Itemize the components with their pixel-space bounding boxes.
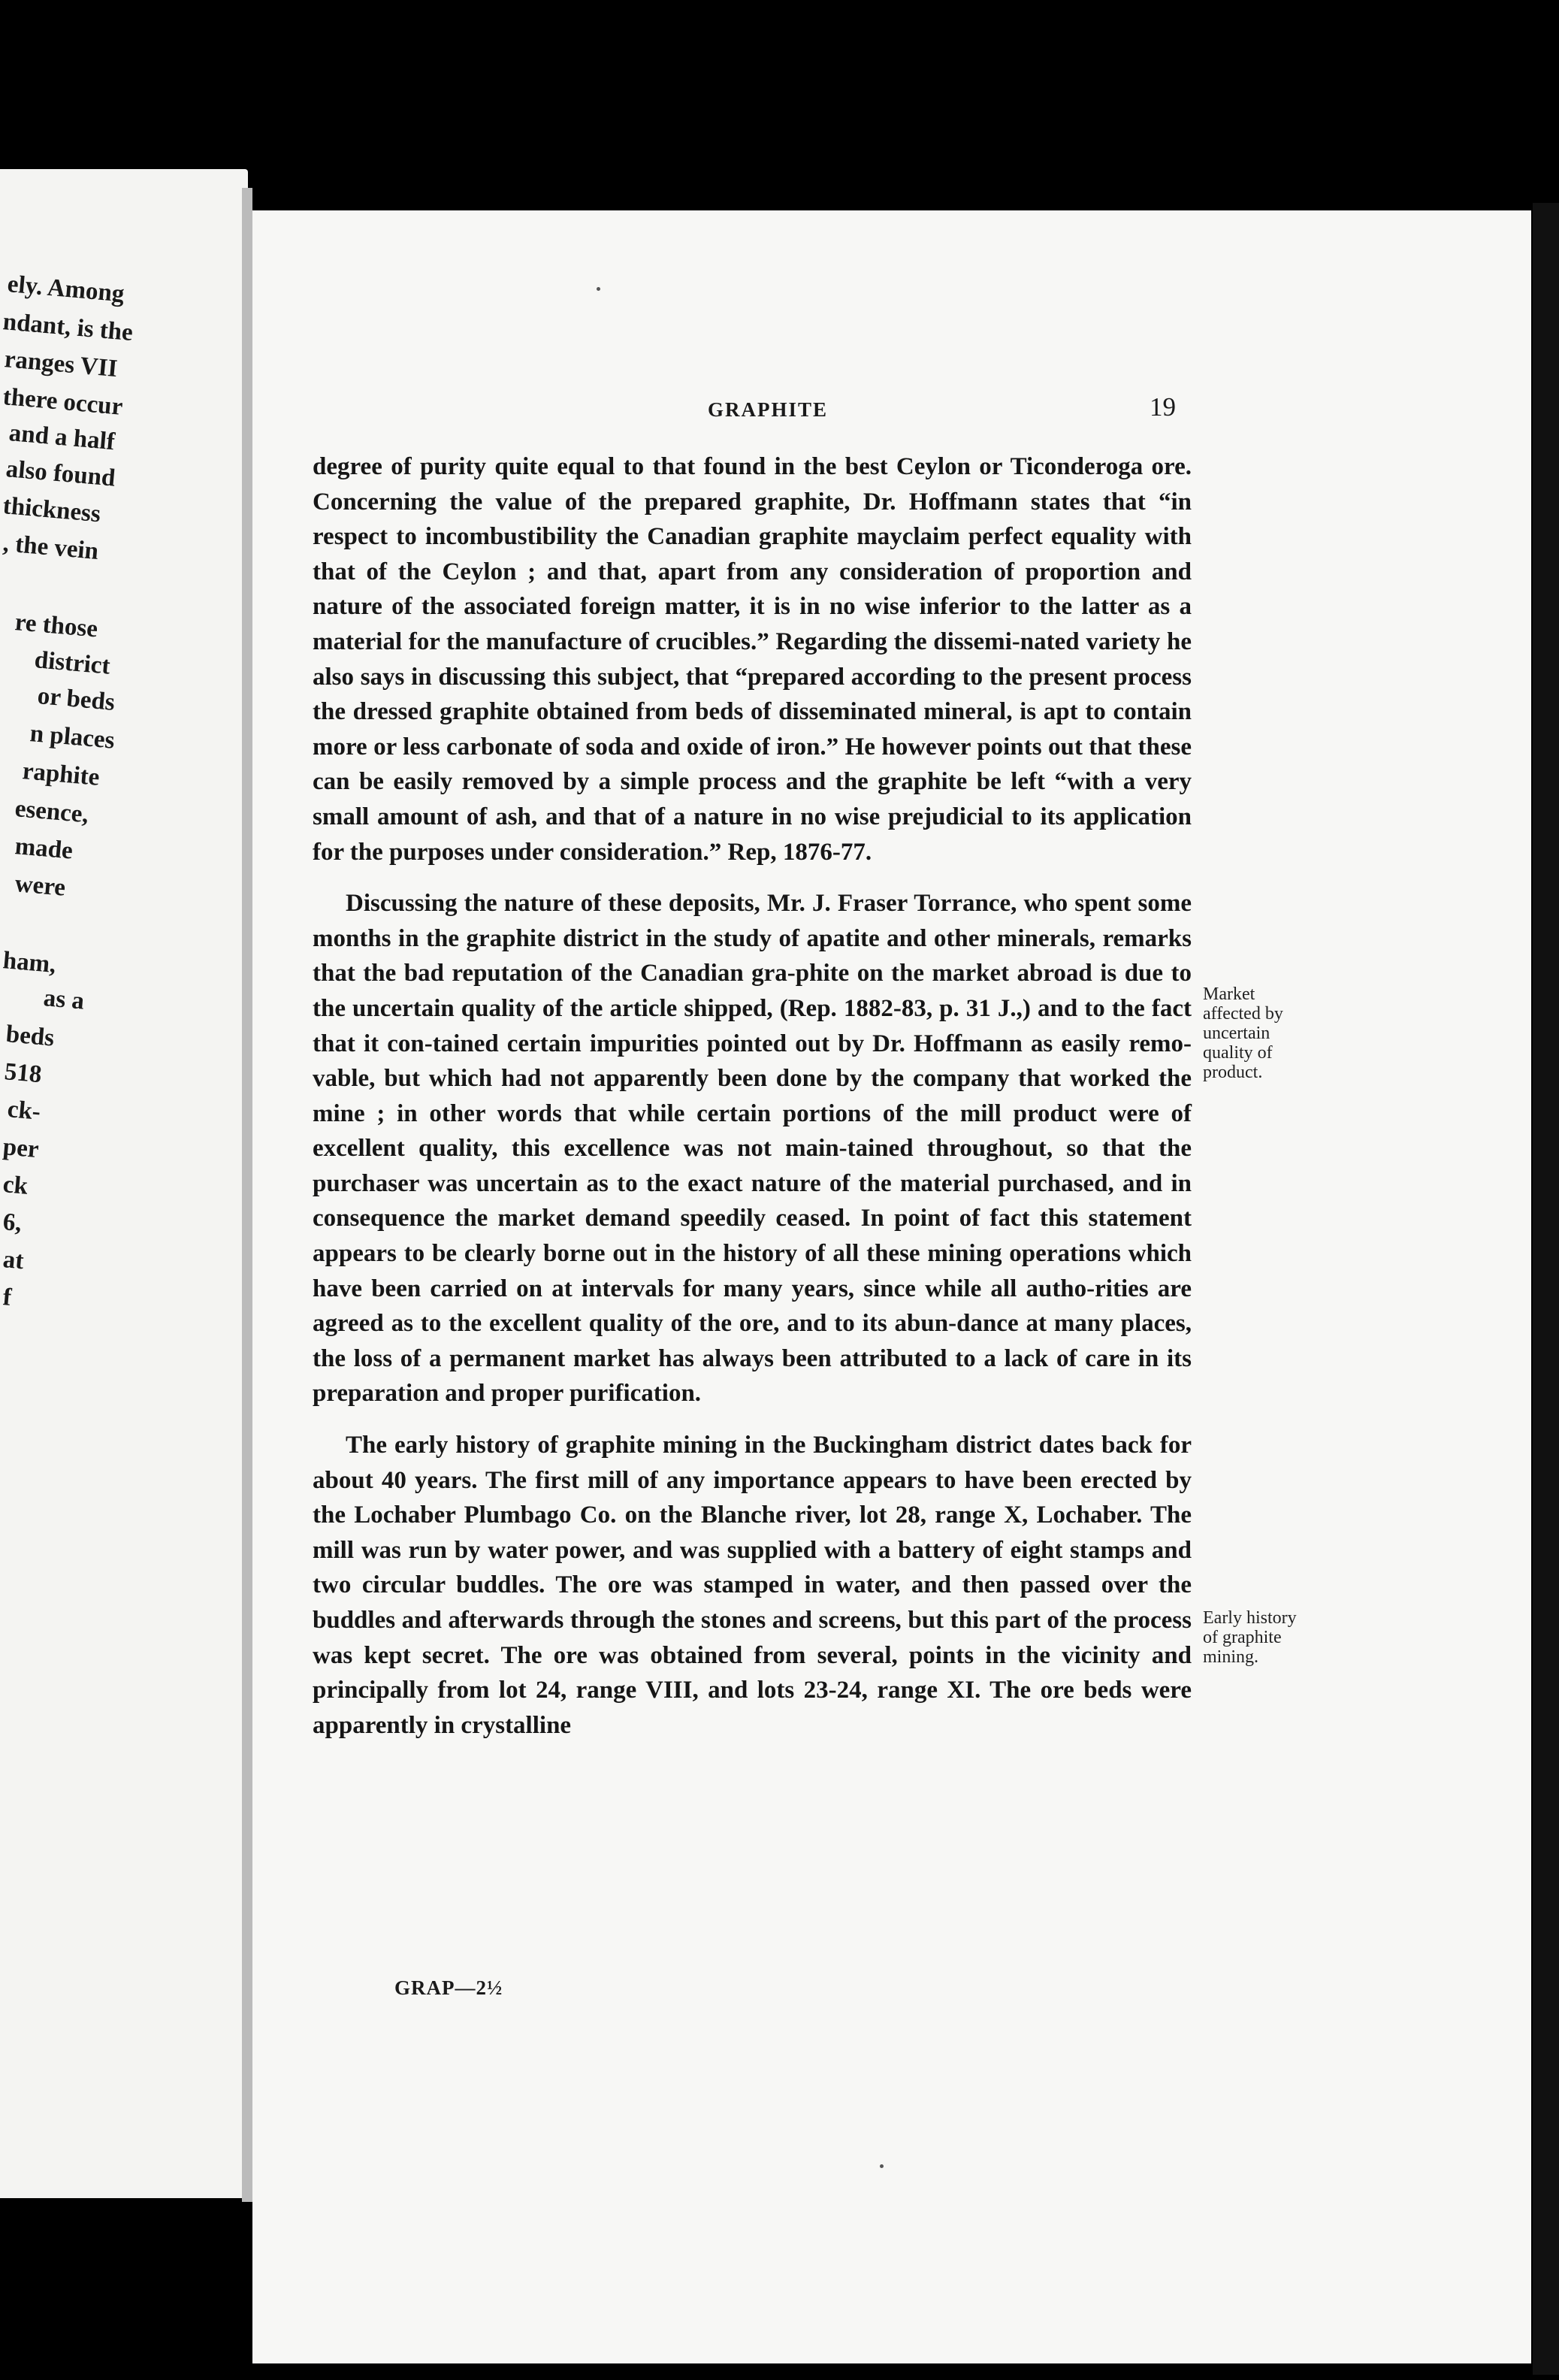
left-page-line: thickness [2, 492, 102, 528]
sidenote-line: Market [1203, 984, 1255, 1004]
left-page-line: ham, [2, 947, 57, 979]
left-page-line: there occur [2, 383, 124, 421]
sidenote-line: product. [1203, 1063, 1263, 1082]
body-text [313, 449, 1192, 1743]
left-page-line: f [2, 1284, 13, 1311]
left-page-line: ndant, is the [2, 308, 134, 347]
left-page-line: ck [2, 1171, 29, 1200]
page-shadow [1533, 203, 1559, 2375]
left-page-fragment [0, 169, 248, 2198]
left-page-line: n places [29, 720, 116, 755]
page-number: 19 [1150, 392, 1176, 422]
left-page-line: also found [5, 455, 116, 492]
left-page-line: esence, [14, 795, 90, 829]
page-binding [242, 188, 252, 2202]
left-page-line: 518 [3, 1058, 43, 1089]
document-page [252, 210, 1531, 2363]
left-page-line: 6, [2, 1208, 23, 1238]
sidenote-early-history [1203, 1608, 1297, 1667]
left-page-line: per [2, 1133, 41, 1164]
sidenote-line: quality of [1203, 1043, 1273, 1063]
left-page-line: at [2, 1246, 26, 1275]
paragraph: The early history of graphite mining in the Buckingham district dates back for about 40 years. The first mill of any importance appears to have been erected by the Lochaber Plumbago Co. on the Blanche river, lot 28, range X, Lochaber. The mill was run by water power, and was supplied with a battery of eight stamps and two circular buddles. The ore was stamped in water, and then passed over the buddles and afterwards through the stones and screens, but this part of the process was kept secret. The ore was obtained from several, points in the vicinity and principally from lot 24, range VIII, and lots 23-24, range XI. The ore beds were apparently in crystalline [313, 1432, 1192, 1739]
left-page-line: ely. Among [6, 271, 125, 308]
page-header [252, 392, 1531, 430]
left-page-line: or beds [36, 682, 116, 716]
left-page-line: beds [5, 1021, 56, 1052]
speck [880, 2164, 884, 2168]
left-page-line: were [14, 870, 67, 902]
signature-mark: GRAP—2½ [394, 1976, 503, 1999]
speck [597, 287, 600, 291]
running-head: GRAPHITE [708, 398, 829, 421]
sidenote-market [1203, 984, 1283, 1082]
sidenote-line: mining. [1203, 1647, 1259, 1667]
left-page-line: ck- [6, 1096, 42, 1126]
left-page-line: raphite [21, 758, 101, 791]
sidenote-line: uncertain [1203, 1024, 1270, 1043]
left-page-line: , the vein [2, 530, 100, 566]
left-page-line: district [33, 646, 112, 680]
left-page-line: made [14, 833, 74, 865]
paragraph: degree of purity quite equal to that found in the best Ceylon or Ticonderoga ore. Concerning the value of the prepared graphite, Dr. Hoffmann states that “in respect to incombustibility the Canadian graphite mayclaim perfect equality with that of the Ceylon ; and that, apart from any consideration of proportion and nature of the associated foreign matter, it is in no wise inferior to the latter as a material for the manufacture of crucibles.” Regarding the dissemi-nated variety he also says in discussing this subject, that “prepared according to the present process the dressed graphite obtained from beds of disseminated mineral, is apt to contain more or less carbonate of soda and oxide of iron.” He however points out that these can be easily removed by a simple process and the graphite be left “with a very small amount of ash, and that of a nature in no wise prejudicial to its application for the purposes under consideration.” Rep, 1876-77. [313, 453, 1192, 866]
left-page-line: as a [42, 984, 86, 1015]
left-page-line: re those [14, 609, 99, 643]
left-page-line: and a half [8, 419, 116, 456]
left-page-line: ranges VII [3, 346, 119, 383]
paragraph: Discussing the nature of these deposits, Mr. J. Fraser Torrance, who spent some months in the graphite district in the study of apatite and other minerals, remarks that the bad reputation of the Canadian gra-phite on the market abroad is due to the uncertain quality of the article shipped, (Rep. 1882-83, p. 31 J.,) and to the fact that it con-tained certain impurities pointed out by Dr. Hoffmann as easily remo-vable, but which had not apparently been done by the company that worked the mine ; in other words that while certain portions of the mill product were of excellent quality, this excellence was not main-tained throughout, so that the purchaser was uncertain as to the exact nature of the material purchased, and in consequence the market demand speedily ceased. In point of fact this statement appears to be clearly borne out in the history of all these mining operations which have been carried on at intervals for many years, since while all autho-rities are agreed as to the excellent quality of the ore, and to its abun-dance at many places, the loss of a permanent market has always been attributed to a lack of care in its preparation and proper purification. [313, 890, 1192, 1408]
sidenote-line: affected by [1203, 1004, 1283, 1024]
sidenote-line: Early history [1203, 1608, 1297, 1628]
sidenote-line: of graphite [1203, 1628, 1282, 1647]
